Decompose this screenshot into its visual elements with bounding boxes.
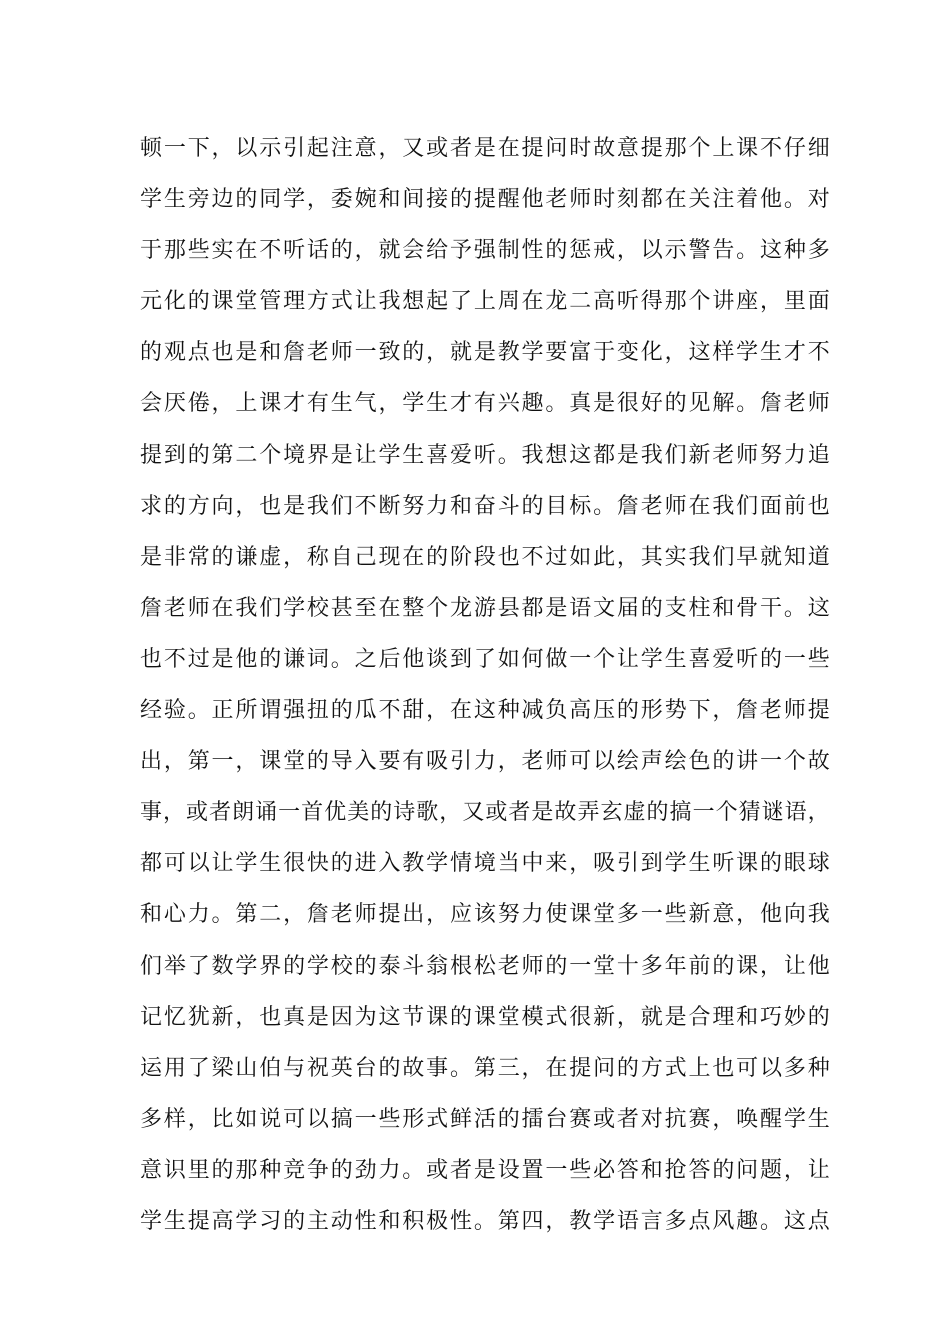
text-line: 学生提高学习的主动性和积极性。第四，教学语言多点风趣。这点 bbox=[140, 1208, 830, 1234]
text-line: 和心力。第二，詹老师提出，应该努力使课堂多一些新意，他向我 bbox=[140, 902, 830, 928]
text-line: 顿一下，以示引起注意，又或者是在提问时故意提那个上课不仔细 bbox=[140, 136, 830, 161]
text-line: 学生旁边的同学，委婉和间接的提醒他老师时刻都在关注着他。对 bbox=[140, 187, 830, 213]
text-line: 是非常的谦虚，称自己现在的阶段也不过如此，其实我们早就知道 bbox=[140, 544, 830, 570]
text-line: 事，或者朗诵一首优美的诗歌，又或者是故弄玄虚的搞一个猜谜语， bbox=[140, 800, 830, 826]
text-line: 求的方向，也是我们不断努力和奋斗的目标。詹老师在我们面前也 bbox=[140, 493, 830, 519]
body-paragraph bbox=[140, 123, 830, 1247]
text-line: 意识里的那种竞争的劲力。或者是设置一些必答和抢答的问题，让 bbox=[140, 1157, 830, 1183]
text-line: 们举了数学界的学校的泰斗翁根松老师的一堂十多年前的课，让他 bbox=[140, 953, 830, 979]
text-line: 也不过是他的谦词。之后他谈到了如何做一个让学生喜爱听的一些 bbox=[140, 646, 830, 672]
text-line: 运用了梁山伯与祝英台的故事。第三，在提问的方式上也可以多种 bbox=[140, 1055, 830, 1081]
text-line: 记忆犹新，也真是因为这节课的课堂模式很新，就是合理和巧妙的 bbox=[140, 1004, 830, 1030]
text-line: 都可以让学生很快的进入教学情境当中来，吸引到学生听课的眼球 bbox=[140, 851, 830, 877]
text-line: 出，第一，课堂的导入要有吸引力，老师可以绘声绘色的讲一个故 bbox=[140, 749, 830, 775]
text-line: 元化的课堂管理方式让我想起了上周在龙二高听得那个讲座，里面 bbox=[140, 289, 830, 315]
text-line: 会厌倦，上课才有生气，学生才有兴趣。真是很好的见解。詹老师 bbox=[140, 391, 830, 417]
text-line: 詹老师在我们学校甚至在整个龙游县都是语文届的支柱和骨干。这 bbox=[140, 595, 830, 621]
text-line: 提到的第二个境界是让学生喜爱听。我想这都是我们新老师努力追 bbox=[140, 442, 830, 468]
text-line: 的观点也是和詹老师一致的，就是教学要富于变化，这样学生才不 bbox=[140, 340, 830, 366]
text-line: 经验。正所谓强扭的瓜不甜，在这种减负高压的形势下，詹老师提 bbox=[140, 698, 830, 724]
text-line: 多样，比如说可以搞一些形式鲜活的擂台赛或者对抗赛，唤醒学生 bbox=[140, 1106, 830, 1132]
text-line: 于那些实在不听话的，就会给予强制性的惩戒，以示警告。这种多 bbox=[140, 238, 830, 264]
